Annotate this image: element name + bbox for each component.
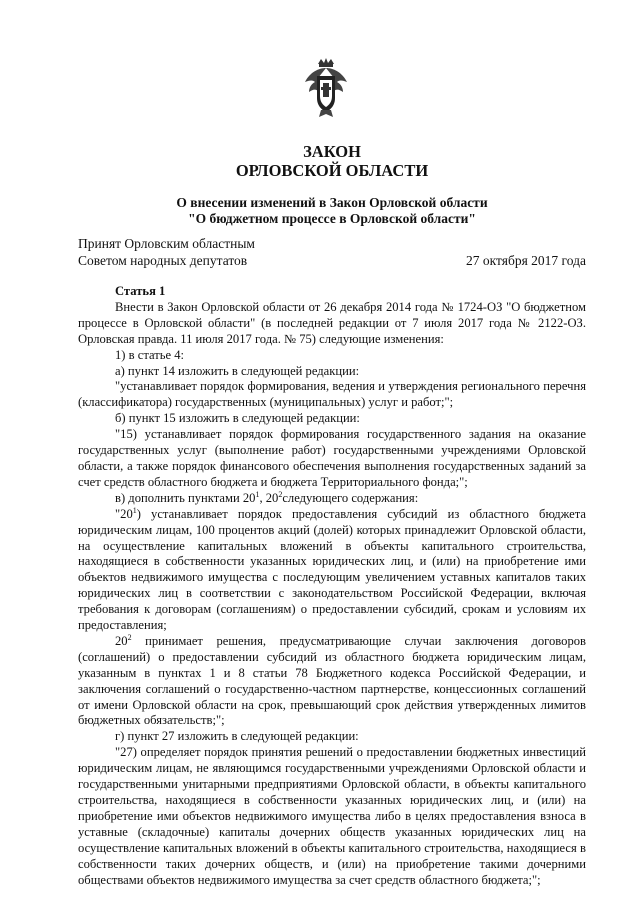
paragraph: Внести в Закон Орловской области от 26 декабря 2014 года № 1724-ОЗ "О бюджетном процессе в Орловской области" (в последней редакции от 7 июля 2017 года № 2122-ОЗ. Орловская правда. 11 июля 2017 года. № 75) следующие изменения: (78, 299, 586, 346)
paragraph: б) пункт 15 изложить в следующей редакции: (115, 411, 360, 426)
adoption-date: 27 октября 2017 года (466, 252, 586, 268)
text-run: в) дополнить пунктами 20 (115, 490, 256, 505)
paragraph-with-superscript (78, 507, 586, 634)
text-run: ) устанавливает порядок предоставления субсидий из областного бюджета юридическим лицам, 100 процентов акций (долей) которых принадлежит Орловской области, на осуществление капитальных вложений в объекты капитального строительства, находящиеся в собственности указанных юридических лиц, и (или) на приобретение ими объектов недвижимого имущества с последующим увеличением уставных капиталов таких юридических лиц в соответствии с законодательством Российской Федерации, включая требования к договорам (соглашениям) о предоставлении субсидий, срокам и условиям их предоставления; (78, 506, 586, 633)
header-titles (78, 142, 586, 227)
text-run: принимает решения, предусматривающие случаи заключения договоров (соглашений) о предоставлении субсидий из областного бюджета юридическим лицам, указанным в пунктах 1 и 8 статьи 78 Бюджетного кодекса Российской Федерации, и заключения соглашений о государственно-частном партнерстве, концессионных соглашений от имени Орловской области на срок, превышающий срок действия утвержденных лимитов бюджетных обязательств;"; (78, 633, 586, 728)
superscript: 1 (132, 505, 137, 515)
law-title-line-2: ОРЛОВСКОЙ ОБЛАСТИ (235, 161, 429, 180)
paragraph: "27) определяет порядок принятия решений о предоставлении бюджетных инвестиций юридическим лицам, не являющимся государственными учреждениями Орловской области и государственными унитарными предприятиями Орловской области, в объекты капитального строительства, находящиеся в собственности указанных юридических лиц, и (или) на приобретение ими объектов недвижимого имущества либо в целях предоставления взноса в уставные (складочные) капиталы дочерних обществ указанных юридических лиц на осуществление капитальных вложений в объекты капитального строительства, находящиеся в собственности таких дочерних обществ, и (или) на приобретение такими дочерними обществами объектов недвижимого имущества за счет средств областного бюджета;"; (78, 745, 586, 887)
superscript: 2 (278, 489, 283, 499)
superscript: 2 (127, 632, 132, 642)
article-heading: Статья 1 (115, 284, 166, 298)
law-subject-line-2: "О бюджетном процессе в Орловской области" (188, 211, 476, 226)
document-body (78, 284, 586, 888)
text-run: , 20 (259, 490, 279, 505)
paragraph: г) пункт 27 изложить в следующей редакции: (115, 729, 359, 744)
law-subject-line-1: О внесении изменений в Закон Орловской области (176, 195, 488, 210)
paragraph-with-superscript (78, 634, 586, 729)
law-subject (78, 195, 586, 227)
paragraph-with-superscript (78, 491, 586, 507)
text-run: 20 (115, 633, 128, 648)
text-run: следующего содержания: (282, 490, 419, 505)
paragraph: "устанавливает порядок формирования, ведения и утверждения регионального перечня (классификатора) государственных (муниципальных) услуг и работ;"; (78, 379, 586, 410)
paragraph: "15) устанавливает порядок формирования государственного задания на оказание государственных услуг (выполнение работ) государственными учреждениями Орловской области, а также порядок финансового обеспечения выполнения государственных заданий за счет средств областного бюджета и бюджета Территориального фонда;"; (78, 427, 586, 489)
law-title-line-1: ЗАКОН (303, 142, 361, 161)
paragraph: 1) в статье 4: (115, 347, 185, 362)
text-run: "20 (115, 506, 133, 521)
coat-of-arms-icon (304, 58, 348, 118)
adopted-by-line-2: Советом народных депутатов (78, 252, 248, 268)
paragraph: а) пункт 14 изложить в следующей редакции: (115, 363, 360, 378)
adoption-block (78, 236, 586, 269)
superscript: 1 (255, 489, 260, 499)
adopted-by-line-1: Принят Орловским областным (78, 236, 255, 251)
